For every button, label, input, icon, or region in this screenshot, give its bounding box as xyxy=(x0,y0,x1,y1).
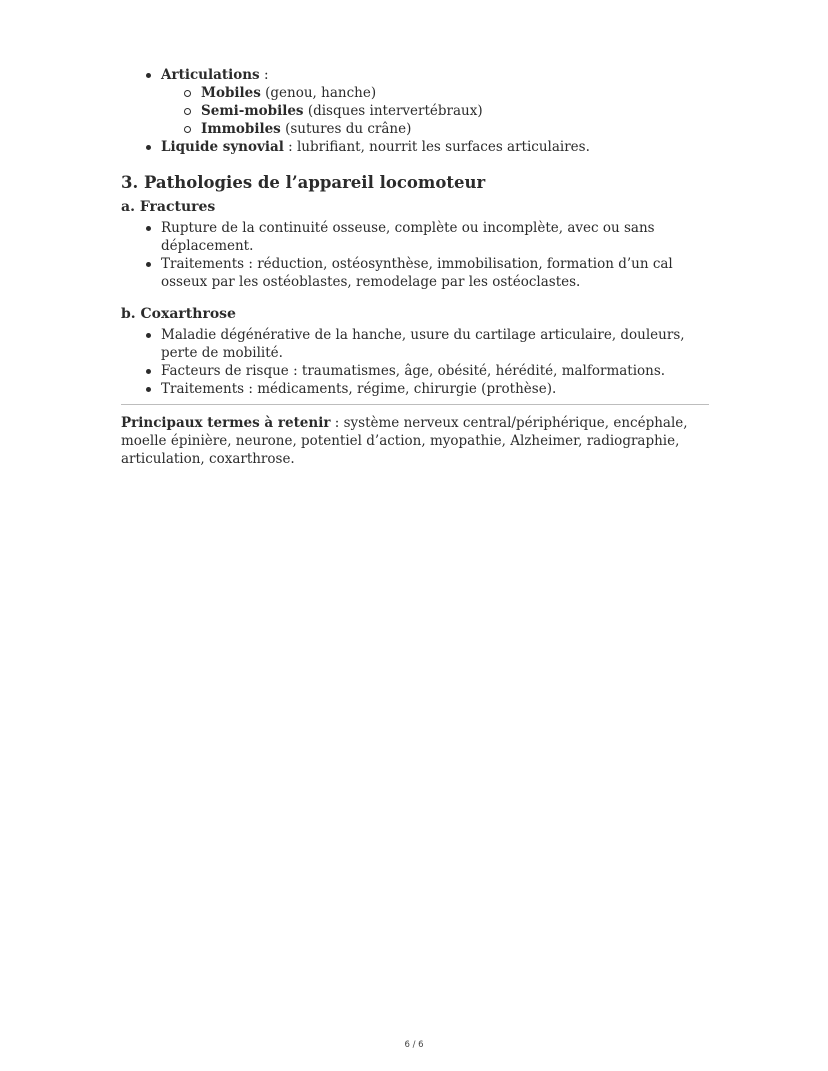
subsection-heading-coxarthrose: b. Coxarthrose xyxy=(121,306,236,322)
articulations-suffix: : xyxy=(259,67,269,83)
list-item: Maladie dégénérative de la hanche, usure du cartilage articulaire, douleurs, perte de mobilité. xyxy=(121,326,711,362)
list-item: Traitements : réduction, ostéosynthèse, immobilisation, formation d’un cal osseux par les ostéoblastes, remodelage par les ostéoclastes. xyxy=(121,255,711,291)
articulations-sublist xyxy=(161,84,711,138)
list-item-immobiles xyxy=(161,120,711,138)
key-terms-label: Principaux termes à retenir xyxy=(121,415,331,431)
list-item: Traitements : médicaments, régime, chirurgie (prothèse). xyxy=(121,380,711,398)
fractures-list xyxy=(121,219,711,291)
subsection-heading-fractures: a. Fractures xyxy=(121,199,216,215)
term-mobiles: Mobiles xyxy=(201,85,261,101)
key-terms-summary xyxy=(121,414,699,468)
list-item-articulations xyxy=(121,66,711,138)
coxarthrose-list xyxy=(121,326,711,398)
list-item: Rupture de la continuité osseuse, complète ou incomplète, avec ou sans déplacement. xyxy=(121,219,711,255)
desc-immobiles: (sutures du crâne) xyxy=(280,121,412,137)
subsection-coxarthrose xyxy=(121,305,711,398)
list-item-mobiles xyxy=(161,84,711,102)
page-number: 6 / 6 xyxy=(404,1040,424,1050)
term-semi-mobiles: Semi-mobiles xyxy=(201,103,304,119)
subsection-fractures xyxy=(121,198,711,291)
desc-mobiles: (genou, hanche) xyxy=(260,85,377,101)
list-item: Facteurs de risque : traumatismes, âge, obésité, hérédité, malformations. xyxy=(121,362,711,380)
desc-liquide-synovial: : lubrifiant, nourrit les surfaces articulaires. xyxy=(283,139,590,155)
list-item-semi-mobiles xyxy=(161,102,711,120)
joints-list xyxy=(121,66,711,156)
page-content xyxy=(121,66,711,468)
term-liquide-synovial: Liquide synovial xyxy=(161,139,284,155)
section-divider xyxy=(121,404,709,405)
term-articulations: Articulations xyxy=(161,67,260,83)
key-terms-text: : système nerveux central/périphérique, encéphale, moelle épinière, neurone, potentiel d’action, myopathie, Alzheimer, radiographie, articulation, coxarthrose. xyxy=(121,415,688,467)
desc-semi-mobiles: (disques intervertébraux) xyxy=(303,103,483,119)
section-heading-pathologies: 3. Pathologies de l’appareil locomoteur xyxy=(121,173,486,192)
term-immobiles: Immobiles xyxy=(201,121,281,137)
list-item-liquide-synovial xyxy=(121,138,711,156)
